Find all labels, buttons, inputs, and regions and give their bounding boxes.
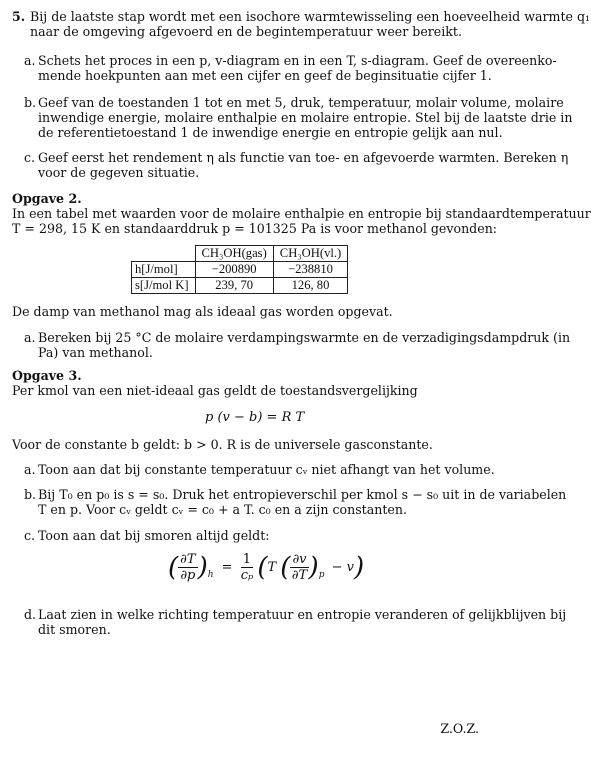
- opgave3a-label: a.: [24, 462, 36, 477]
- q5b-line3: de referentietoestand 1 de inwendige energie en entropie gelijk aan nul.: [38, 125, 503, 140]
- inner-paren-close: ): [308, 552, 319, 583]
- table-cell: −200890: [195, 262, 273, 278]
- table-header-liquid: CH₃OH(vl.): [273, 246, 347, 262]
- opgave3d-label: d.: [24, 607, 37, 622]
- opgave3c-line1: Toon aan dat bij smoren altijd geldt:: [38, 528, 270, 543]
- opgave3c-label: c.: [24, 528, 36, 543]
- q5-intro-line2: naar de omgeving afgevoerd en de begintemperatuur weer bereikt.: [30, 24, 462, 39]
- table-cell: 239, 70: [195, 278, 273, 294]
- table-row: [132, 278, 348, 294]
- table-cell: −238810: [273, 262, 347, 278]
- methanol-property-table: [131, 245, 348, 294]
- opgave3d-line2: dit smoren.: [38, 622, 111, 637]
- opgave2a-label: a.: [24, 330, 36, 345]
- table-cell: 126, 80: [273, 278, 347, 294]
- opgave3-line2: Voor de constante b geldt: b > 0. R is de universele gasconstante.: [12, 437, 433, 452]
- minus-v: − v: [331, 560, 354, 575]
- coefficient-fraction: [241, 552, 253, 583]
- q5b-label: b.: [24, 95, 37, 110]
- table-row: [132, 262, 348, 278]
- paren-open: (: [168, 552, 179, 583]
- opgave3b-line2: T en p. Voor cᵥ geldt cᵥ = c₀ + a T. c₀ en a zijn constanten.: [38, 502, 407, 517]
- opgave3d-line1: Laat zien in welke richting temperatuur en entropie veranderen of gelijkblijven bij: [38, 607, 567, 622]
- q5c-line2: voor de gegeven situatie.: [38, 165, 200, 180]
- table-row-label: h[J/mol]: [132, 262, 196, 278]
- opgave3-heading: Opgave 3.: [12, 368, 82, 383]
- lhs-numerator: ∂T: [180, 552, 196, 567]
- inner-paren-open: (: [280, 552, 291, 583]
- opgave2a-line1: Bereken bij 25 °C de molaire verdampingswarmte en de verzadigingsdampdruk (in: [38, 330, 571, 345]
- table-header-gas: CH₃OH(gas): [195, 246, 273, 262]
- lhs-subscript: h: [207, 570, 214, 580]
- q5-intro-line1: Bij de laatste stap wordt met een isochore warmtewisseling een hoeveelheid warmte q₁: [30, 9, 591, 24]
- inner-fraction: [290, 552, 308, 583]
- q5b-line1: Geef van de toestanden 1 tot en met 5, druk, temperatuur, molair volume, molaire: [38, 95, 564, 110]
- paren-close: ): [197, 552, 208, 583]
- coef-denominator: cₚ: [240, 568, 254, 583]
- table-row-label: s[J/mol K]: [132, 278, 196, 294]
- q5a-label: a.: [24, 53, 36, 68]
- q5a-line1: Schets het proces in een p, v-diagram en in een T, s-diagram. Geef de overeenko-: [38, 53, 557, 68]
- opgave3-line1: Per kmol van een niet-ideaal gas geldt de toestandsvergelijking: [12, 383, 418, 398]
- equals-sign: =: [221, 560, 233, 575]
- lhs-denominator: ∂p: [180, 568, 196, 583]
- coef-numerator: 1: [241, 552, 253, 568]
- table-header-row: [132, 246, 348, 262]
- table-corner-cell: [132, 246, 196, 262]
- state-equation: p (v − b) = R T: [205, 410, 305, 425]
- opgave3a-line1: Toon aan dat bij constante temperatuur cᵥ niet afhangt van het volume.: [38, 462, 495, 477]
- page-turn-note: Z.O.Z.: [440, 721, 479, 736]
- opgave2-line1: In een tabel met waarden voor de molaire enthalpie en entropie bij standaardtemperatuur: [12, 206, 591, 221]
- inner-denominator: ∂T: [291, 568, 308, 583]
- T-symbol: T: [267, 560, 277, 575]
- lhs-fraction: [178, 552, 197, 583]
- q5b-line2: inwendige energie, molaire enthalpie en molaire entropie. Stel bij de laatste drie in: [38, 110, 573, 125]
- opgave2a-line2: Pa) van methanol.: [38, 345, 153, 360]
- q5a-line2: mende hoekpunten aan met een cijfer en geef de beginsituatie cijfer 1.: [38, 68, 492, 83]
- inner-subscript: p: [318, 570, 325, 580]
- throttling-equation: [168, 552, 364, 583]
- inner-numerator: ∂v: [292, 552, 307, 567]
- opgave3b-line1: Bij T₀ en p₀ is s = s₀. Druk het entropieverschil per kmol s − s₀ uit in de variabelen: [38, 487, 567, 502]
- q5c-label: c.: [24, 150, 36, 165]
- opgave3b-label: b.: [24, 487, 37, 502]
- q5c-line1: Geef eerst het rendement η als functie van toe- en afgevoerde warmten. Bereken η: [38, 150, 569, 165]
- opgave2-after-table: De damp van methanol mag als ideaal gas worden opgevat.: [12, 304, 393, 319]
- outer-paren-open: (: [257, 552, 268, 583]
- outer-paren-close: ): [353, 552, 365, 583]
- opgave2-line2: T = 298, 15 K en standaarddruk p = 101325 Pa is voor methanol gevonden:: [12, 221, 498, 236]
- opgave2-heading: Opgave 2.: [12, 191, 82, 206]
- q5-number: 5.: [12, 9, 26, 24]
